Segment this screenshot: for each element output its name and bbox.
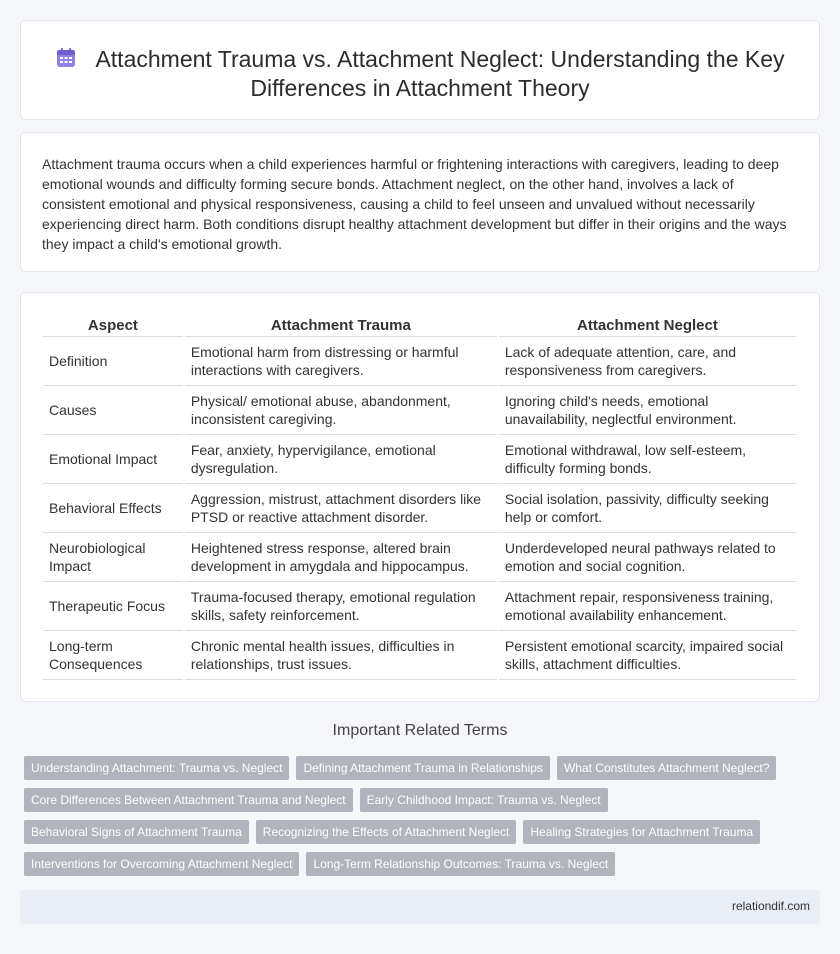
aspect-cell: Causes <box>43 386 183 435</box>
tag-row <box>24 756 820 788</box>
related-term-tag[interactable]: What Constitutes Attachment Neglect? <box>557 756 776 780</box>
neglect-cell: Social isolation, passivity, difficulty seeking help or comfort. <box>499 484 796 533</box>
related-term-tag[interactable]: Understanding Attachment: Trauma vs. Neglect <box>24 756 289 780</box>
tag-row <box>24 788 820 820</box>
table-row <box>43 386 796 435</box>
intro-card <box>20 132 820 272</box>
table-row <box>43 582 796 631</box>
table-row <box>43 484 796 533</box>
related-term-tag[interactable]: Long-Term Relationship Outcomes: Trauma vs. Neglect <box>306 852 615 876</box>
intro-paragraph: Attachment trauma occurs when a child experiences harmful or frightening interactions with caregivers, leading to deep emotional wounds and difficulty forming secure bonds. Attachment neglect, on the other hand, involves a lack of consistent emotional and physical responsiveness, causing a child to feel unseen and unvalued without necessarily experiencing direct harm. Both conditions disrupt healthy attachment development but differ in their origins and the ways they impact a child's emotional growth. <box>42 156 787 252</box>
table-row <box>43 533 796 582</box>
related-term-tag[interactable]: Behavioral Signs of Attachment Trauma <box>24 820 249 844</box>
related-term-tag[interactable]: Early Childhood Impact: Trauma vs. Neglect <box>360 788 608 812</box>
related-term-tag[interactable]: Defining Attachment Trauma in Relationships <box>296 756 549 780</box>
footer-bar <box>20 890 820 924</box>
table-header-row <box>43 315 796 337</box>
aspect-cell: Emotional Impact <box>43 435 183 484</box>
tag-row <box>24 852 820 884</box>
aspect-cell: Definition <box>43 337 183 386</box>
related-term-tag[interactable]: Healing Strategies for Attachment Trauma <box>523 820 760 844</box>
calendar-icon <box>55 47 77 69</box>
page-title: Attachment Trauma vs. Attachment Neglect: Understanding the Key Differences in Attachment Theory <box>95 46 785 101</box>
neglect-cell: Underdeveloped neural pathways related to emotion and social cognition. <box>499 533 796 582</box>
neglect-cell: Emotional withdrawal, low self-esteem, difficulty forming bonds. <box>499 435 796 484</box>
title-card <box>20 20 820 120</box>
aspect-cell: Neurobiological Impact <box>43 533 183 582</box>
trauma-cell: Heightened stress response, altered brain development in amygdala and hippocampus. <box>185 533 497 582</box>
tag-row <box>24 820 820 852</box>
footer-site-link[interactable]: relationdif.com <box>731 899 810 913</box>
comparison-table <box>41 315 798 680</box>
neglect-cell: Lack of adequate attention, care, and responsiveness from caregivers. <box>499 337 796 386</box>
neglect-cell: Persistent emotional scarcity, impaired social skills, attachment difficulties. <box>499 631 796 680</box>
trauma-cell: Trauma-focused therapy, emotional regulation skills, safety reinforcement. <box>185 582 497 631</box>
aspect-cell: Long-term Consequences <box>43 631 183 680</box>
column-header-trauma: Attachment Trauma <box>185 315 497 337</box>
column-header-aspect: Aspect <box>43 315 183 337</box>
related-terms-list <box>24 756 820 884</box>
page-title-wrap <box>21 45 819 103</box>
column-header-neglect: Attachment Neglect <box>499 315 796 337</box>
aspect-cell: Behavioral Effects <box>43 484 183 533</box>
trauma-cell: Fear, anxiety, hypervigilance, emotional dysregulation. <box>185 435 497 484</box>
related-term-tag[interactable]: Core Differences Between Attachment Trauma and Neglect <box>24 788 353 812</box>
table-row <box>43 337 796 386</box>
trauma-cell: Aggression, mistrust, attachment disorders like PTSD or reactive attachment disorder. <box>185 484 497 533</box>
neglect-cell: Attachment repair, responsiveness training, emotional availability enhancement. <box>499 582 796 631</box>
related-terms-heading: Important Related Terms <box>332 722 508 739</box>
related-term-tag[interactable]: Recognizing the Effects of Attachment Neglect <box>256 820 517 844</box>
trauma-cell: Physical/ emotional abuse, abandonment, inconsistent caregiving. <box>185 386 497 435</box>
table-row <box>43 631 796 680</box>
neglect-cell: Ignoring child's needs, emotional unavailability, neglectful environment. <box>499 386 796 435</box>
table-row <box>43 435 796 484</box>
trauma-cell: Emotional harm from distressing or harmful interactions with caregivers. <box>185 337 497 386</box>
related-term-tag[interactable]: Interventions for Overcoming Attachment Neglect <box>24 852 299 876</box>
comparison-card <box>20 292 820 702</box>
aspect-cell: Therapeutic Focus <box>43 582 183 631</box>
trauma-cell: Chronic mental health issues, difficulties in relationships, trust issues. <box>185 631 497 680</box>
